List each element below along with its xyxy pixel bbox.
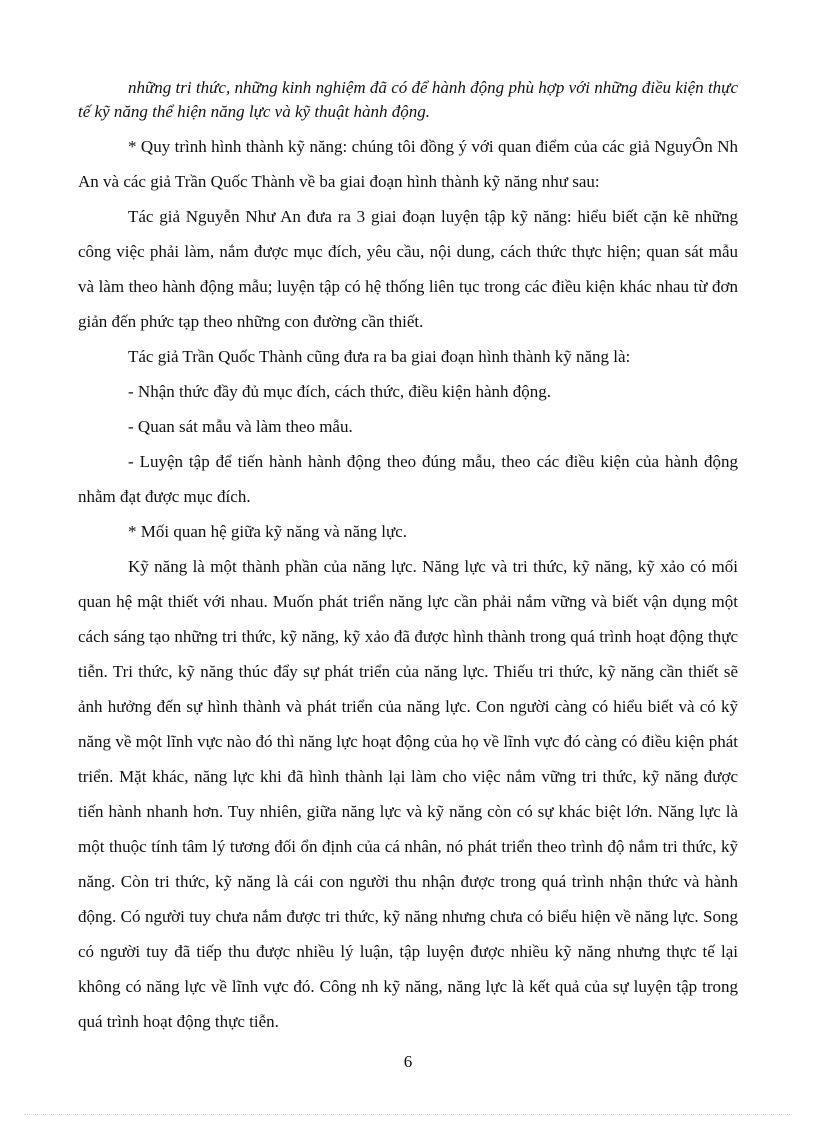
page-number: 6	[403, 1052, 413, 1071]
list-item-3: - Luyện tập để tiến hành hành động theo đúng mẫu, theo các điều kiện của hành động nhằm đạt được mục đích.	[78, 452, 738, 506]
page-body	[78, 76, 738, 1039]
italic-continuation-paragraph: những tri thức, những kinh nghiệm đã có để hành động phù hợp với những điều kiện thực tế kỹ năng thể hiện năng lực và kỹ thuật hành động.	[78, 78, 738, 121]
list-item-2: - Quan sát mẫu và làm theo mẫu.	[128, 417, 353, 436]
list-item-1: - Nhận thức đầy đủ mục đích, cách thức, điều kiện hành động.	[128, 382, 551, 401]
tran-quoc-thanh-intro-paragraph: Tác giả Trần Quốc Thành cũng đưa ra ba giai đoạn hình thành kỹ năng là:	[128, 347, 631, 366]
page-bottom-divider	[24, 1114, 792, 1115]
skill-formation-process-heading-paragraph: * Quy trình hình thành kỹ năng: chúng tôi đồng ý với quan điểm của các giả NguyÔn Nh An và các giả Trần Quốc Thành về ba giai đoạn hình thành kỹ năng như sau:	[78, 137, 738, 191]
skill-competence-paragraph: Kỹ năng là một thành phần của năng lực. Năng lực và tri thức, kỹ năng, kỹ xảo có mối quan hệ mật thiết với nhau. Muốn phát triển năng lực cần phải nắm vững và biết vận dụng một cách sáng tạo những tri thức, kỹ năng, kỹ xảo đã được hình thành trong quá trình hoạt động thực tiễn. Tri thức, kỹ năng thúc đẩy sự phát triển của năng lực. Thiếu tri thức, kỹ năng cần thiết sẽ ảnh hưởng đến sự hình thành và phát triển của năng lực. Con người càng có hiểu biết và có kỹ năng về một lĩnh vực nào đó thì năng lực hoạt động của họ về lĩnh vực đó càng có điều kiện phát triển. Mặt khác, năng lực khi đã hình thành lại làm cho việc nắm vững tri thức, kỹ năng được tiến hành nhanh hơn. Tuy nhiên, giữa năng lực và kỹ năng còn có sự khác biệt lớn. Năng lực là một thuộc tính tâm lý tương đối ổn định của cá nhân, nó phát triển theo trình độ nắm tri thức, kỹ năng. Còn tri thức, kỹ năng là cái con người thu nhận được trong quá trình nhận thức và hành động. Có người tuy chưa nắm được tri thức, kỹ năng nhưng chưa có biểu hiện về năng lực. Song có người tuy đã tiếp thu được nhiều lý luận, tập luyện được nhiều kỹ năng nhưng thực tế lại không có năng lực về lĩnh vực đó. Công nh kỹ năng, năng lực là kết quả của sự luyện tập trong quá trình hoạt động thực tiễn.	[78, 557, 738, 1031]
relationship-heading: * Mối quan hệ giữa kỹ năng và năng lực.	[128, 522, 408, 541]
nguyen-nhu-an-stages-paragraph: Tác giả Nguyễn Như An đưa ra 3 giai đoạn luyện tập kỹ năng: hiểu biết cặn kẽ những công việc phải làm, nắm được mục đích, yêu cầu, nội dung, cách thức thực hiện; quan sát mẫu và làm theo hành động mẫu; luyện tập có hệ thống liên tục trong các điều kiện khác nhau từ đơn giản đến phức tạp theo những con đường cần thiết.	[78, 207, 738, 331]
